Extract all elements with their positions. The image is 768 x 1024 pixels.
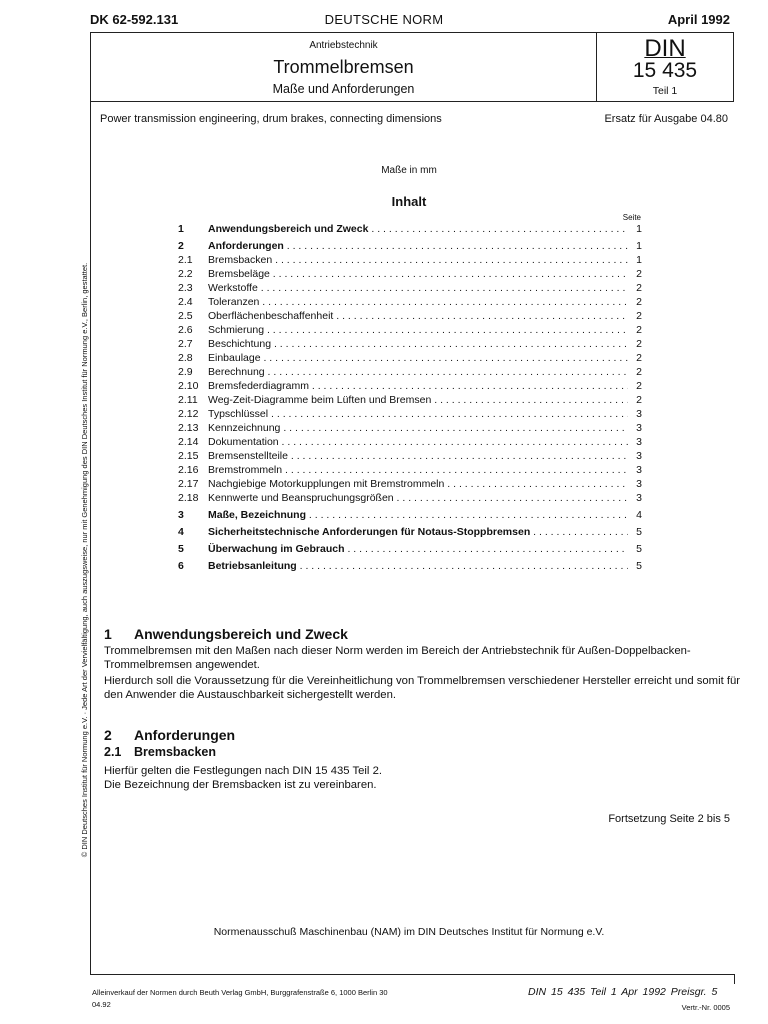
toc-title: Bremsfederdiagramm . . . [208,379,628,393]
toc-item[interactable] [178,379,642,393]
toc-title: Weg-Zeit-Diagramme beim Lüften und Bremsen . . . [208,393,628,407]
section-2-1-paragraph-1: Hierfür gelten die Festlegungen nach DIN 15 435 Teil 2. [104,765,382,777]
din-number: 15 435 [632,59,698,82]
toc-title: Einbaulage . . . [208,351,628,365]
toc-item[interactable] [178,239,642,253]
toc-page: 3 [636,492,642,504]
toc-item[interactable] [178,393,642,407]
toc-page: 2 [636,338,642,350]
toc-item[interactable] [178,337,642,351]
footer-din-reference: DIN 15 435 Teil 1 Apr 1992 Preisgr. 5 [528,986,718,998]
section-number: 2 [104,727,112,743]
section-2-1-paragraph-2: Die Bezeichnung der Bremsbacken ist zu vereinbaren. [104,779,377,791]
section-2-1-heading [104,745,216,759]
toc-page: 3 [636,478,642,490]
toc-item[interactable] [178,323,642,337]
toc-page: 3 [636,422,642,434]
toc-title: Bremsbacken . . . [208,253,628,267]
toc-page: 2 [636,394,642,406]
toc-number: 2.2 [178,268,193,280]
toc-page: 2 [636,352,642,364]
footer-publisher-line: Alleinverkauf der Normen durch Beuth Verlag GmbH, Burggrafenstraße 6, 1000 Berlin 30 [92,988,388,997]
toc-number: 2.18 [178,492,199,504]
toc-item[interactable] [178,407,642,421]
section-1-paragraph-1: Trommelbremsen mit den Maßen nach dieser Norm werden im Bereich der Antriebstechnik für Außen-Doppelbacken-Trommelbremsen angewendet. [104,645,691,671]
title-frame [90,32,734,102]
footer-publisher [92,987,388,1011]
toc-number: 2 [178,240,184,252]
section-title: Anwendungsbereich und Zweck [134,626,348,642]
footer-distribution-number: Vertr.-Nr. 0005 [681,1003,730,1012]
toc-page: 5 [636,526,642,538]
toc-item[interactable] [178,253,642,267]
toc-item[interactable] [178,463,642,477]
left-border-rule [90,102,91,974]
toc-title: Anforderungen . . . [208,239,628,253]
toc-number: 2.10 [178,380,199,392]
toc-page: 5 [636,560,642,572]
din-box [597,33,733,101]
toc-title: Toleranzen . . . [208,295,628,309]
toc-title: Sicherheitstechnische Anforderungen für Notaus-Stoppbremsen . . . [208,525,628,539]
toc-item[interactable] [178,421,642,435]
toc-title: Bremstrommeln . . . [208,463,628,477]
toc-page: 1 [636,223,642,235]
toc-page: 2 [636,380,642,392]
toc-title: Überwachung im Gebrauch . . . [208,542,628,556]
toc-title: Typschlüssel . . . [208,407,628,421]
toc-page: 2 [636,366,642,378]
toc-number: 2.16 [178,464,199,476]
toc-item[interactable] [178,309,642,323]
section-title: Anforderungen [134,727,236,743]
toc-number: 2.17 [178,478,199,490]
committee-note: Normenausschuß Maschinenbau (NAM) im DIN Deutsches Institut für Normung e.V. [213,926,605,938]
toc-number: 5 [178,543,184,555]
toc-title: Kennzeichnung . . . [208,421,628,435]
din-label: DIN [644,35,686,62]
toc-number: 2.7 [178,338,193,350]
english-title: Power transmission engineering, drum brakes, connecting dimensions [100,113,442,125]
table-of-contents [178,222,642,573]
toc-title: Bremsenstellteile . . . [208,449,628,463]
toc-number: 2.3 [178,282,193,294]
toc-number: 2.1 [178,254,193,266]
toc-number: 3 [178,509,184,521]
toc-page-label: Seite [622,213,641,222]
toc-item[interactable] [178,508,642,522]
footer-rule [90,974,734,975]
document-title: Trommelbremsen [273,57,414,77]
subsection-title: Bremsbacken [134,745,216,759]
toc-item[interactable] [178,435,642,449]
toc-title: Werkstoffe . . . [208,281,628,295]
toc-title: Berechnung . . . [208,365,628,379]
toc-page: 2 [636,268,642,280]
toc-title: Betriebsanleitung . . . [208,559,628,573]
toc-page: 2 [636,324,642,336]
footer-date-code: 04.92 [92,1000,111,1009]
section-2-heading [104,727,235,743]
title-block [91,33,596,101]
toc-number: 2.9 [178,366,193,378]
subsection-number: 2.1 [104,745,122,759]
toc-page: 1 [636,254,642,266]
toc-page: 3 [636,408,642,420]
toc-page: 3 [636,464,642,476]
topic: Antriebstechnik [309,40,378,51]
toc-number: 2.14 [178,436,199,448]
footer-right-tick [734,974,735,984]
toc-title: Nachgiebige Motorkupplungen mit Bremstrommeln . . . [208,477,628,491]
toc-item[interactable] [178,542,642,556]
toc-title: Maße, Bezeichnung . . . [208,508,628,522]
toc-page: 1 [636,240,642,252]
toc-item[interactable] [178,267,642,281]
toc-number: 2.13 [178,422,199,434]
toc-item[interactable] [178,559,642,573]
toc-page: 4 [636,509,642,521]
toc-item[interactable] [178,281,642,295]
toc-item[interactable] [178,491,642,505]
toc-title: Beschichtung . . . [208,337,628,351]
copyright-text: © DIN Deutsches Institut für Normung e.V. · Jede Art der Vervielfältigung, auch auszugsweise, nur mit Genehmigung des DIN Deutsches Institut für Normung e.V., Berlin, gestattet. [80,262,89,858]
toc-item[interactable] [178,525,642,539]
toc-page: 2 [636,310,642,322]
section-number: 1 [104,626,112,642]
replacement-note: Ersatz für Ausgabe 04.80 [604,113,728,125]
toc-number: 2.11 [178,394,198,406]
publication-date: April 1992 [667,12,730,27]
toc-item[interactable] [178,351,642,365]
toc-page: 5 [636,543,642,555]
toc-number: 2.6 [178,324,193,336]
toc-number: 6 [178,560,184,572]
section-1-paragraph-2: Hierdurch soll die Voraussetzung für die Vereinheitlichung von Trommelbremsen verschiedener Hersteller erreicht und somit für den Anwender die Austauschbarkeit sichergestellt werden. [104,675,741,701]
units-note: Maße in mm [381,165,437,176]
toc-number: 1 [178,223,184,235]
toc-title: Dokumentation . . . [208,435,628,449]
toc-title: Bremsbeläge . . . [208,267,628,281]
toc-number: 2.15 [178,450,199,462]
toc-title: Anwendungsbereich und Zweck . . . [208,222,628,236]
toc-item[interactable] [178,449,642,463]
continuation-note: Fortsetzung Seite 2 bis 5 [608,813,730,825]
toc-page: 3 [636,450,642,462]
toc-heading: Inhalt [391,194,427,209]
toc-page: 2 [636,296,642,308]
toc-item[interactable] [178,477,642,491]
copyright-notice [80,160,90,960]
toc-item[interactable] [178,365,642,379]
toc-number: 4 [178,526,184,538]
toc-number: 2.4 [178,296,193,308]
toc-item[interactable] [178,295,642,309]
din-part: Teil 1 [652,85,678,97]
toc-number: 2.8 [178,352,193,364]
toc-page: 2 [636,282,642,294]
toc-number: 2.12 [178,408,199,420]
toc-title: Kennwerte und Beanspruchungsgrößen . . . [208,491,628,505]
toc-title: Schmierung . . . [208,323,628,337]
toc-item[interactable] [178,222,642,236]
toc-number: 2.5 [178,310,193,322]
document-subtitle: Maße und Anforderungen [272,82,415,96]
norm-label: DEUTSCHE NORM [324,12,444,27]
document-id: DK 62-592.131 [90,12,179,27]
toc-title: Oberflächenbeschaffenheit . . . [208,309,628,323]
toc-page: 3 [636,436,642,448]
section-1-heading [104,626,348,642]
